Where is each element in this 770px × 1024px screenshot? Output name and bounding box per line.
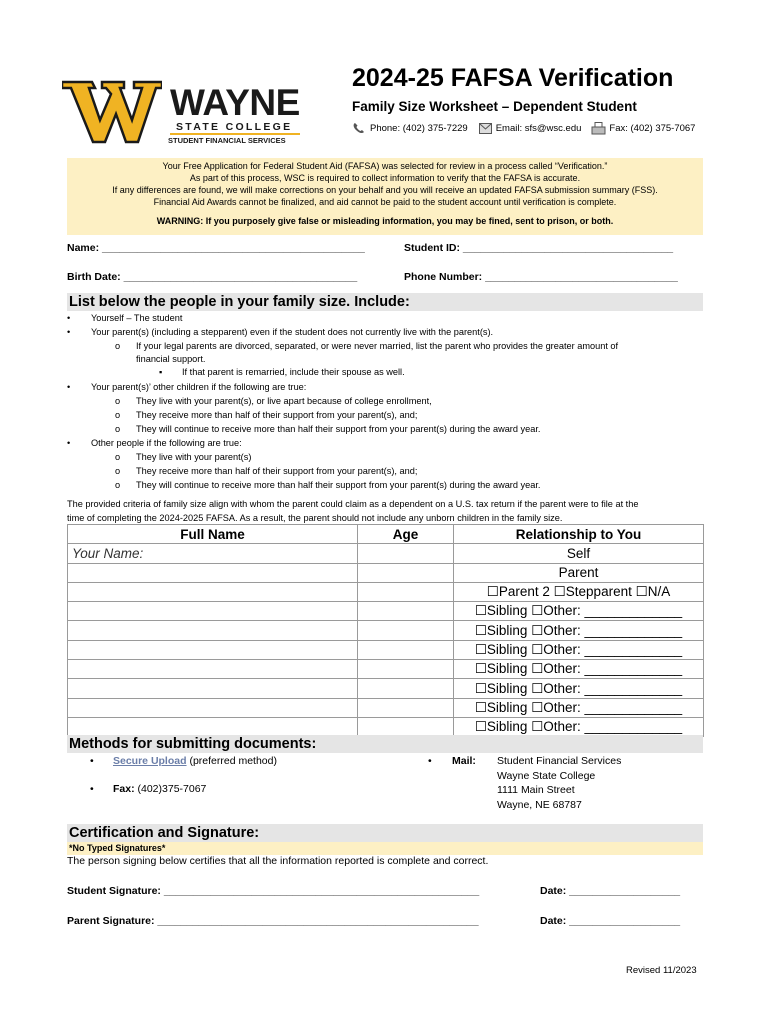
- table-row: [68, 602, 704, 621]
- address-line: Wayne, NE 68787: [497, 798, 582, 811]
- list-item: They receive more than half of their support from your parent(s), and;: [136, 466, 418, 476]
- contact-phone: Phone: (402) 375-7229: [370, 123, 468, 134]
- mail-address: [497, 754, 621, 812]
- table-row: [68, 698, 704, 717]
- intro-notice: [67, 158, 703, 235]
- email-icon: [478, 122, 493, 135]
- full-name-cell[interactable]: [68, 698, 358, 717]
- list-item: financial support.: [136, 354, 206, 364]
- table-row: [68, 660, 704, 679]
- table-row: [68, 563, 704, 582]
- relationship-checkboxes[interactable]: ☐Sibling ☐Other: _____________: [454, 660, 704, 679]
- full-name-cell[interactable]: [68, 660, 358, 679]
- list-item: They will continue to receive more than half their support from your parent(s) during the award year.: [136, 480, 541, 490]
- age-cell[interactable]: [358, 563, 454, 582]
- student-id-field[interactable]: Student ID: ____________________________________: [404, 242, 674, 254]
- full-name-cell[interactable]: [68, 679, 358, 698]
- logo-subtitle: STATE COLLEGE: [176, 121, 293, 133]
- address-line: Student Financial Services: [497, 755, 622, 767]
- revision-date: Revised 11/2023: [626, 965, 697, 976]
- secure-upload-link[interactable]: Secure Upload: [113, 755, 187, 767]
- family-size-note: [67, 497, 707, 525]
- note-line: time of completing the 2024-2025 FAFSA. As a result, the parent should not include any unborn children in the family size.: [67, 513, 563, 523]
- age-cell[interactable]: [358, 640, 454, 659]
- upload-method: [113, 754, 277, 769]
- age-cell[interactable]: [358, 660, 454, 679]
- fax-label: Fax:: [113, 783, 135, 795]
- parent-signature-field[interactable]: Parent Signature: _______________________________________________________: [67, 915, 479, 927]
- contact-email: Email: sfs@wsc.edu: [495, 123, 582, 134]
- relationship-checkboxes[interactable]: ☐Sibling ☐Other: _____________: [454, 717, 704, 736]
- warning-text: WARNING: If you purposely give false or misleading information, you may be fined, sent to prison, or both.: [156, 215, 614, 226]
- list-item: They will continue to receive more than half their support from your parent(s) during the award year.: [136, 424, 541, 434]
- full-name-cell[interactable]: [68, 717, 358, 736]
- page-title: 2024-25 FAFSA Verification: [352, 64, 674, 92]
- note-line: The provided criteria of family size align with whom the parent could claim as a dependent on a U.S. tax return if the parent were to file at the: [67, 499, 639, 509]
- full-name-cell[interactable]: [68, 602, 358, 621]
- family-table: [67, 524, 704, 737]
- list-item: If your legal parents are divorced, separated, or were never married, list the parent who provides the greater amount of: [136, 341, 619, 351]
- list-item: They live with your parent(s): [136, 452, 252, 462]
- mail-label: Mail:: [452, 755, 476, 767]
- header-age: Age: [358, 525, 454, 544]
- age-cell[interactable]: [358, 544, 454, 563]
- list-item: They live with your parent(s), or live apart because of college enrollment,: [136, 396, 432, 406]
- logo-divider: [170, 133, 300, 135]
- fax-method: [113, 782, 206, 797]
- full-name-cell[interactable]: Your Name:: [68, 544, 358, 563]
- full-name-cell[interactable]: [68, 582, 358, 601]
- table-header-row: [68, 525, 704, 544]
- full-name-cell[interactable]: [68, 621, 358, 640]
- age-cell[interactable]: [358, 602, 454, 621]
- relationship-checkboxes[interactable]: ☐Sibling ☐Other: _____________: [454, 640, 704, 659]
- contact-line: [352, 122, 695, 135]
- full-name-cell[interactable]: [68, 640, 358, 659]
- header-relationship: Relationship to You: [454, 525, 704, 544]
- family-size-heading: List below the people in your family size. Include:: [67, 293, 703, 311]
- table-row: [68, 621, 704, 640]
- relationship-cell: Parent: [454, 563, 704, 582]
- logo-department: STUDENT FINANCIAL SERVICES: [168, 136, 286, 145]
- phone-number-field[interactable]: Phone Number: _________________________________: [404, 271, 678, 283]
- age-cell[interactable]: [358, 679, 454, 698]
- age-cell[interactable]: [358, 582, 454, 601]
- certification-heading: Certification and Signature:: [67, 824, 703, 842]
- age-cell[interactable]: [358, 621, 454, 640]
- relationship-checkboxes[interactable]: ☐Sibling ☐Other: _____________: [454, 679, 704, 698]
- phone-icon: [352, 122, 367, 135]
- student-signature-field[interactable]: Student Signature: ______________________________________________________: [67, 885, 480, 897]
- relationship-checkboxes[interactable]: ☐Sibling ☐Other: _____________: [454, 621, 704, 640]
- fax-value: (402)375-7067: [134, 783, 207, 795]
- table-row: [68, 582, 704, 601]
- fax-icon: [591, 122, 606, 135]
- logo-wordmark: WAYNE: [170, 82, 300, 123]
- certification-statement: The person signing below certifies that all the information reported is complete and correct.: [67, 855, 489, 867]
- header-full-name: Full Name: [68, 525, 358, 544]
- address-line: Wayne State College: [497, 769, 596, 782]
- address-line: 1111 Main Street: [497, 784, 575, 796]
- table-row: [68, 544, 704, 563]
- methods-heading: Methods for submitting documents:: [67, 735, 703, 753]
- relationship-checkboxes[interactable]: ☐Parent 2 ☐Stepparent ☐N/A: [454, 582, 704, 601]
- student-date-field[interactable]: Date: ___________________: [540, 885, 681, 897]
- relationship-checkboxes[interactable]: ☐Sibling ☐Other: _____________: [454, 602, 704, 621]
- intro-line: Your Free Application for Federal Student Aid (FAFSA) was selected for review in a process called “Verification.”: [162, 161, 608, 171]
- age-cell[interactable]: [358, 717, 454, 736]
- contact-fax: Fax: (402) 375-7067: [609, 123, 696, 134]
- birth-date-field[interactable]: Birth Date: ________________________________________: [67, 271, 358, 283]
- page-subtitle: Family Size Worksheet – Dependent Student: [352, 99, 637, 114]
- age-cell[interactable]: [358, 698, 454, 717]
- list-item: Your parent(s)’ other children if the following are true:: [91, 382, 307, 392]
- intro-line: If any differences are found, we will make corrections on your behalf and you will receive an updated FAFSA submission summary (FSS).: [112, 184, 658, 195]
- list-item: If that parent is remarried, include their spouse as well.: [182, 367, 405, 377]
- table-row: [68, 640, 704, 659]
- list-item: Other people if the following are true:: [91, 438, 242, 448]
- list-item: Your parent(s) (including a stepparent) even if the student does not currently live with the parent(s).: [91, 327, 494, 337]
- name-field[interactable]: Name: _____________________________________________: [67, 242, 365, 254]
- intro-line: Financial Aid Awards cannot be finalized, and aid cannot be paid to the student account until verification is complete.: [153, 196, 617, 207]
- table-row: [68, 679, 704, 698]
- list-item: Yourself – The student: [91, 313, 183, 323]
- table-row: [68, 717, 704, 736]
- relationship-checkboxes[interactable]: ☐Sibling ☐Other: _____________: [454, 698, 704, 717]
- relationship-cell: Self: [454, 544, 704, 563]
- parent-date-field[interactable]: Date: ___________________: [540, 915, 681, 927]
- list-item: They receive more than half of their support from your parent(s), and;: [136, 410, 418, 420]
- no-typed-signatures-note: *No Typed Signatures*: [67, 842, 703, 855]
- wayne-state-w-logo: [62, 80, 162, 144]
- intro-line: As part of this process, WSC is required to collect information to verify that the FAFSA is accurate.: [189, 172, 581, 183]
- full-name-cell[interactable]: [68, 563, 358, 582]
- upload-note: (preferred method): [186, 755, 277, 767]
